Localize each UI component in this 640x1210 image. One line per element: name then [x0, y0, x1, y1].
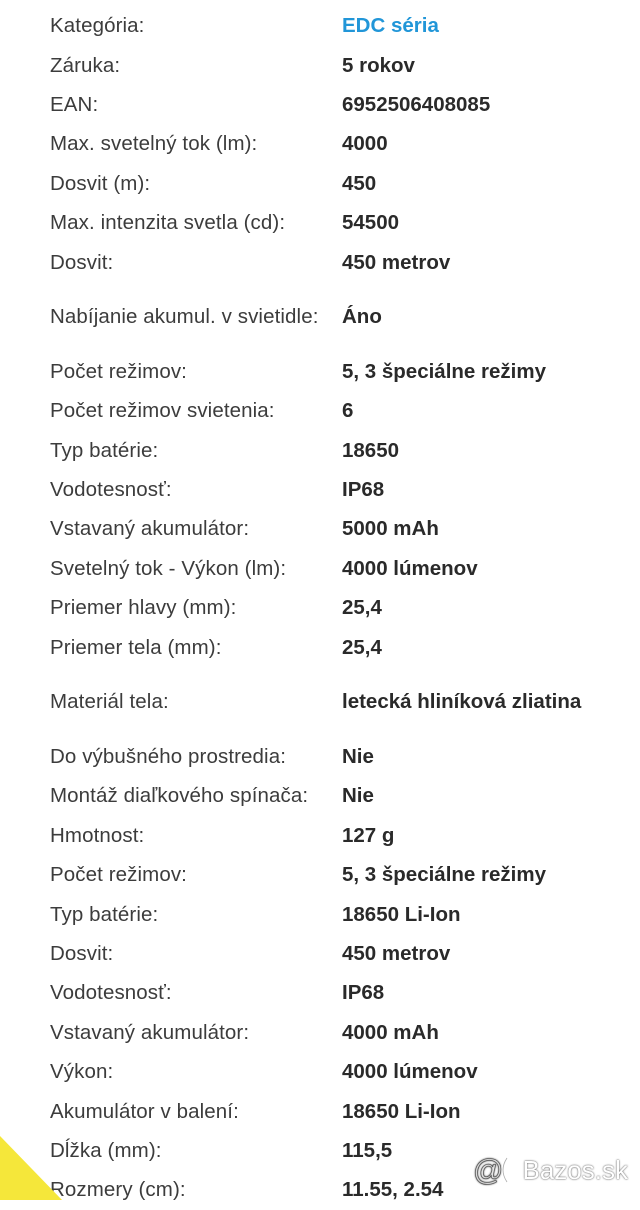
spec-value: 11.55, 2.54 [342, 1178, 444, 1202]
spec-value: IP68 [342, 478, 385, 502]
spec-value: 450 [342, 171, 377, 195]
spec-row [0, 973, 640, 1012]
spec-value: 5, 3 špeciálne režimy [342, 359, 546, 383]
spec-table [0, 6, 640, 1210]
spec-label: Počet režimov: [50, 359, 187, 383]
spec-label: Priemer hlavy (mm): [50, 596, 237, 620]
spec-label: Typ batérie: [50, 902, 159, 926]
spec-row [0, 776, 640, 815]
spec-row [0, 509, 640, 548]
spec-row [0, 242, 640, 281]
spec-label: Dosvit: [50, 250, 114, 274]
spec-row [0, 667, 640, 737]
spec-row [0, 124, 640, 163]
spec-value: IP68 [342, 981, 385, 1005]
spec-value: 18650 [342, 438, 400, 462]
spec-row [0, 470, 640, 509]
spec-row [0, 164, 640, 203]
spec-row [0, 203, 640, 242]
spec-value: 5 rokov [342, 53, 415, 77]
watermark-text: Bazos.sk [522, 1154, 628, 1185]
spec-value: 4000 [342, 132, 388, 156]
spec-label: Vodotesnosť: [50, 981, 172, 1005]
spec-label: EAN: [50, 92, 99, 116]
spec-label: Rozmery (cm): [50, 1178, 186, 1202]
spec-row [0, 1052, 640, 1091]
spec-label: Vodotesnosť: [50, 478, 172, 502]
spec-label: Dosvit (m): [50, 171, 151, 195]
spec-value: 6952506408085 [342, 92, 491, 116]
category-link[interactable]: EDC séria [342, 14, 439, 38]
spec-label: Výkon: [50, 1060, 114, 1084]
spec-label: Kategória: [50, 14, 145, 38]
spec-label: Typ batérie: [50, 438, 159, 462]
spec-value: Nie [342, 784, 374, 808]
spec-value: letecká hliníková zliatina [342, 690, 582, 714]
spec-value: Nie [342, 745, 374, 769]
spec-row [0, 627, 640, 666]
spec-label: Dĺžka (mm): [50, 1138, 162, 1162]
spec-value: 4000 mAh [342, 1020, 439, 1044]
spec-label: Dosvit: [50, 942, 114, 965]
bazos-watermark [473, 1150, 629, 1190]
spec-row [0, 431, 640, 470]
spec-value: 5000 mAh [342, 517, 439, 541]
spec-value: 4000 lúmenov [342, 556, 478, 580]
spec-label: Do výbušného prostredia: [50, 745, 287, 769]
spec-value: 18650 Li-Ion [342, 1099, 461, 1123]
spec-value: 6 [342, 399, 354, 423]
spec-label: Vstavaný akumulátor: [50, 1020, 250, 1044]
bazos-logo-icon [473, 1150, 519, 1190]
spec-label: Počet režimov: [50, 863, 187, 887]
spec-label: Nabíjanie akumul. v svietidle: [50, 305, 319, 329]
spec-value: 5, 3 špeciálne režimy [342, 863, 546, 887]
spec-value: 18650 Li-Ion [342, 902, 461, 926]
spec-value: 450 metrov [342, 250, 451, 274]
spec-value: 54500 [342, 211, 400, 235]
spec-value: Áno [342, 305, 382, 329]
spec-row [0, 737, 640, 776]
spec-row [0, 894, 640, 933]
spec-label: Max. intenzita svetla (cd): [50, 211, 286, 235]
spec-value: 4000 lúmenov [342, 1060, 478, 1084]
spec-row [0, 6, 640, 45]
spec-value: 127 g [342, 823, 395, 847]
spec-label: Záruka: [50, 53, 121, 77]
spec-label: Priemer tela (mm): [50, 635, 222, 659]
spec-label: Hmotnost: [50, 823, 145, 847]
spec-label: Svetelný tok - Výkon (lm): [50, 556, 287, 580]
spec-value: 25,4 [342, 596, 382, 620]
spec-row [0, 45, 640, 84]
spec-row [0, 588, 640, 627]
spec-value: 450 metrov [342, 942, 451, 965]
spec-row [0, 85, 640, 124]
spec-row [0, 855, 640, 894]
spec-row [0, 352, 640, 391]
spec-label: Počet režimov svietenia: [50, 399, 275, 423]
spec-row [0, 934, 640, 973]
spec-value: 25,4 [342, 635, 382, 659]
spec-label: Materiál tela: [50, 690, 169, 714]
spec-row [0, 1013, 640, 1052]
spec-row [0, 549, 640, 588]
corner-decoration [0, 1136, 62, 1200]
spec-value: 115,5 [342, 1138, 393, 1162]
spec-row [0, 391, 640, 430]
spec-label: Montáž diaľkového spínača: [50, 784, 309, 808]
svg-text:@: @ [472, 1154, 503, 1187]
spec-row [0, 1091, 640, 1130]
spec-label: Akumulátor v balení: [50, 1099, 239, 1123]
spec-label: Vstavaný akumulátor: [50, 517, 250, 541]
spec-row [0, 816, 640, 855]
spec-row [0, 282, 640, 352]
spec-label: Max. svetelný tok (lm): [50, 132, 258, 156]
